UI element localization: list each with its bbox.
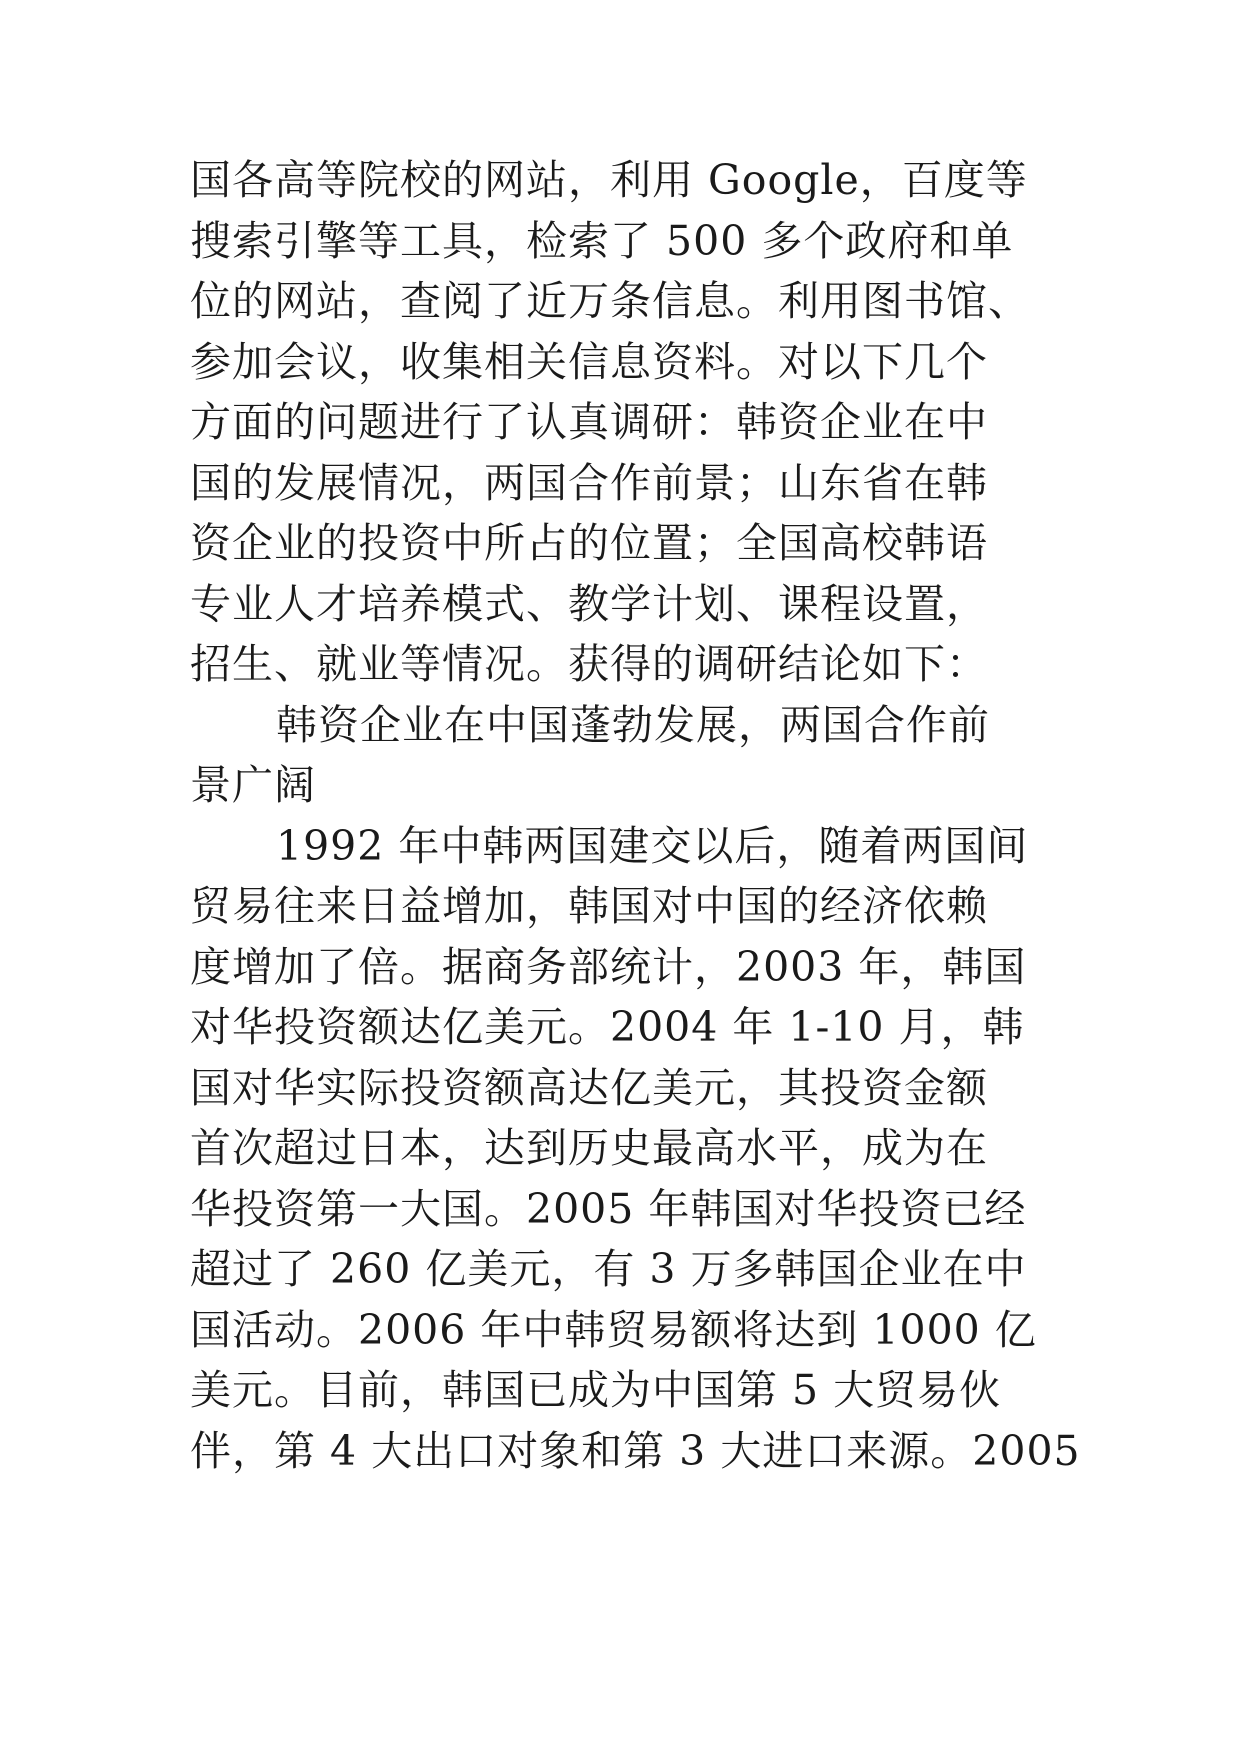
text-line: 参加会议，收集相关信息资料。对以下几个 [190,337,988,386]
text-line: 美元。目前，韩国已成为中国第 5 大贸易伙 [190,1366,1002,1414]
text-line: 资企业的投资中所占的位置；全国高校韩语 [190,519,988,567]
text-line: 伴，第 4 大出口对象和第 3 大进口来源。2005 [190,1426,1081,1475]
text-line: 超过了 260 亿美元，有 3 万多韩国企业在中 [190,1245,1027,1293]
text-line: 贸易往来日益增加，韩国对中国的经济依赖 [190,882,988,930]
text-line: 度增加了倍。据商务部统计，2003 年，韩国 [190,942,1027,991]
text-line: 招生、就业等情况。获得的调研结论如下： [190,640,988,688]
paragraph-first-line: 1992 年中韩两国建交以后，随着两国间 [276,821,1029,870]
text-line: 首次超过日本，达到历史最高水平，成为在 [190,1124,988,1172]
text-line: 国各高等院校的网站，利用 Google，百度等 [190,156,1028,204]
text-line: 位的网站，查阅了近万条信息。利用图书馆、 [190,277,1030,325]
text-line: 华投资第一大国。2005 年韩国对华投资已经 [190,1184,1027,1233]
text-line: 国对华实际投资额高达亿美元，其投资金额 [190,1063,988,1112]
text-line: 国的发展情况，两国合作前景；山东省在韩 [190,458,988,507]
text-line: 国活动。2006 年中韩贸易额将达到 1000 亿 [190,1305,1037,1354]
text-line: 专业人才培养模式、教学计划、课程设置， [190,579,988,628]
text-line: 方面的问题进行了认真调研：韩资企业在中 [190,398,988,446]
text-line: 对华投资额达亿美元。2004 年 1-10 月，韩 [190,1003,1025,1051]
section-heading-line: 景广阔 [190,761,316,809]
document-page [190,150,1081,1481]
section-heading-line: 韩资企业在中国蓬勃发展，两国合作前 [276,700,990,749]
text-line: 搜索引擎等工具，检索了 500 多个政府和单 [190,216,1014,265]
